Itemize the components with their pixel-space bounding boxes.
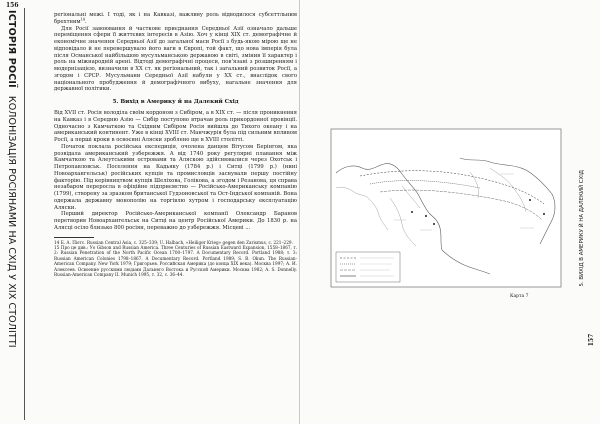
settlement-dot — [433, 223, 435, 225]
footnote: 14 Б. А. Пієтс. Russian Central Asia, с. 325–339; U. Halbach, «Heiliger Krieg» gegen den Zarismus, с. 221–229. — [54, 239, 293, 245]
running-head-rule — [24, 8, 25, 420]
text-column — [54, 12, 297, 277]
paragraph: Від ХVІІ ст. Росія володіла своїм кордоном з Сибіром, а в ХІХ ст. — після проникнення на Кавказ і в Середню Азію — Сибір поступово втрачав роль прикордонної провінції. Одночасно з Камчаткою та Східним Сибіром Росія вийшла до Тихого океану і на американський континент. Уже в кінці ХVІІІ ст. Манчжурія була під сильним впливом Росії, а перші кроки в освоєнні Аляски зроблено ще в XVIII столітті. — [54, 110, 297, 143]
section-heading: 5. Вихід в Америку й на Далекий Схід — [112, 99, 239, 105]
paragraph: Перший директор Російсько-Американської компанії Олександр Баранов перетворив Новоархангельськ на Ситці на центр Російської Америки. До 1830 р. на Алясці осіло близько 800 росіян, переважно до узбережжя. Місцеві ... — [54, 211, 297, 231]
settlement-dot — [543, 213, 545, 215]
paragraph: Для Росії завоювання й часткове приєднання Середньої Азії означало дальше переміщення сфери її життєвих інтересів в Азію. Хоч у кінці ХІХ ст. демографічне й економічне значення Середньої Азії до загальної маси Росії з будь-якою мірою ще не відповідало й не перевершувало його ваги в Європі, той факт, що нова імперія була після Османської найбільшою мусульманською державою в світі, змінив її характер і роль на міжнародній арені. Відтоді демографічні процеси, пов’язані з розширенням і модернізацією, визначили в ХХ ст. як регіональний, так і загальний розвиток Росії, а згодом і СРСР. Мусульмани Середньої Азії набули у ХХ ст., внаслідок свого національного пробудження й демографічного вибуху, нагальне значення для державної політики. — [54, 25, 297, 93]
running-head-vertical — [2, 10, 20, 420]
running-head-right: 5. ВИХІД В АМЕРИКУ Й НА ДАЛЕКИЙ СХІД — [579, 170, 585, 287]
map-legend — [336, 252, 400, 282]
page-number-right: 157 — [588, 333, 595, 347]
settlement-dot — [425, 215, 427, 217]
historical-map — [330, 128, 562, 288]
paragraph: регіональні межі. І тоді, як і на Кавказі, важливу роль відводилося субсеттльним брехтним$^{14}$. — [54, 12, 297, 25]
running-head-subtitle: КОЛОНІЗАЦІЯ РОСІЯНАМИ НА СХІД У ХІХ СТОЛІТТІ — [6, 95, 17, 348]
page-number-left: 156 — [6, 2, 19, 9]
settlement-dot — [411, 211, 413, 213]
footnote: 15 Про це див.: Уо Gibson and Russian America. Three Centuries of Russian Eastward Expansion, 1558–1867, т. 2: Russian Penetration of the North Pacific Ocean 1700–1797. A Documentary Record. Portland 1988; т. 3: Russian American Colonies 1798–1867. A Documentary Record. Portland 1989; S. B. Okun. The Russian-American Company. New York 1979; Григорьев. Российская Америка (до конца XIX века). Москва 1997; А. И. Алексеев. Освоение русскими людьми Дальнего Востока и Русской Америки. Москва 1982; A. S. Donnelly. Russian-American Company II. Munich 1995, т. 32, с. 36–44. — [54, 244, 297, 277]
map-caption: Карта 7 — [510, 294, 529, 299]
running-head-title: ІСТОРІЯ РОСІЇ — [6, 10, 17, 88]
map-illustration — [330, 128, 562, 288]
settlement-dot — [529, 199, 531, 201]
footnote-rule — [54, 237, 94, 238]
paragraph: Початок поклала російська експедиція, очолена данцем Вітусом Берінгом, яка розвідала американський узбережжя. А від 1740 року регулярні плавання між Камчаткою та Алеутськими островами та Аляскою здійснювалися через Охотськ і Петропавловськ. Поселення на Кадьяку (1784 р.) і Ситці (1799 р.) (нині Новоархангельськ) російських купців та промисловців заснували першу постійну факторію. Під керівництвом купців Шеліхова, Голікова, а згодом і Резанова, ця справа незабаром переросла в офіційне підприємство — Російсько-Американську компанію (1799), створену за зразком британської Гудзоновської та Ост-Індської компаній. Вона одержала державну монополію на торгівлю хутром і господарську експлуатацію Аляски. — [54, 143, 297, 211]
right-page — [300, 0, 600, 424]
